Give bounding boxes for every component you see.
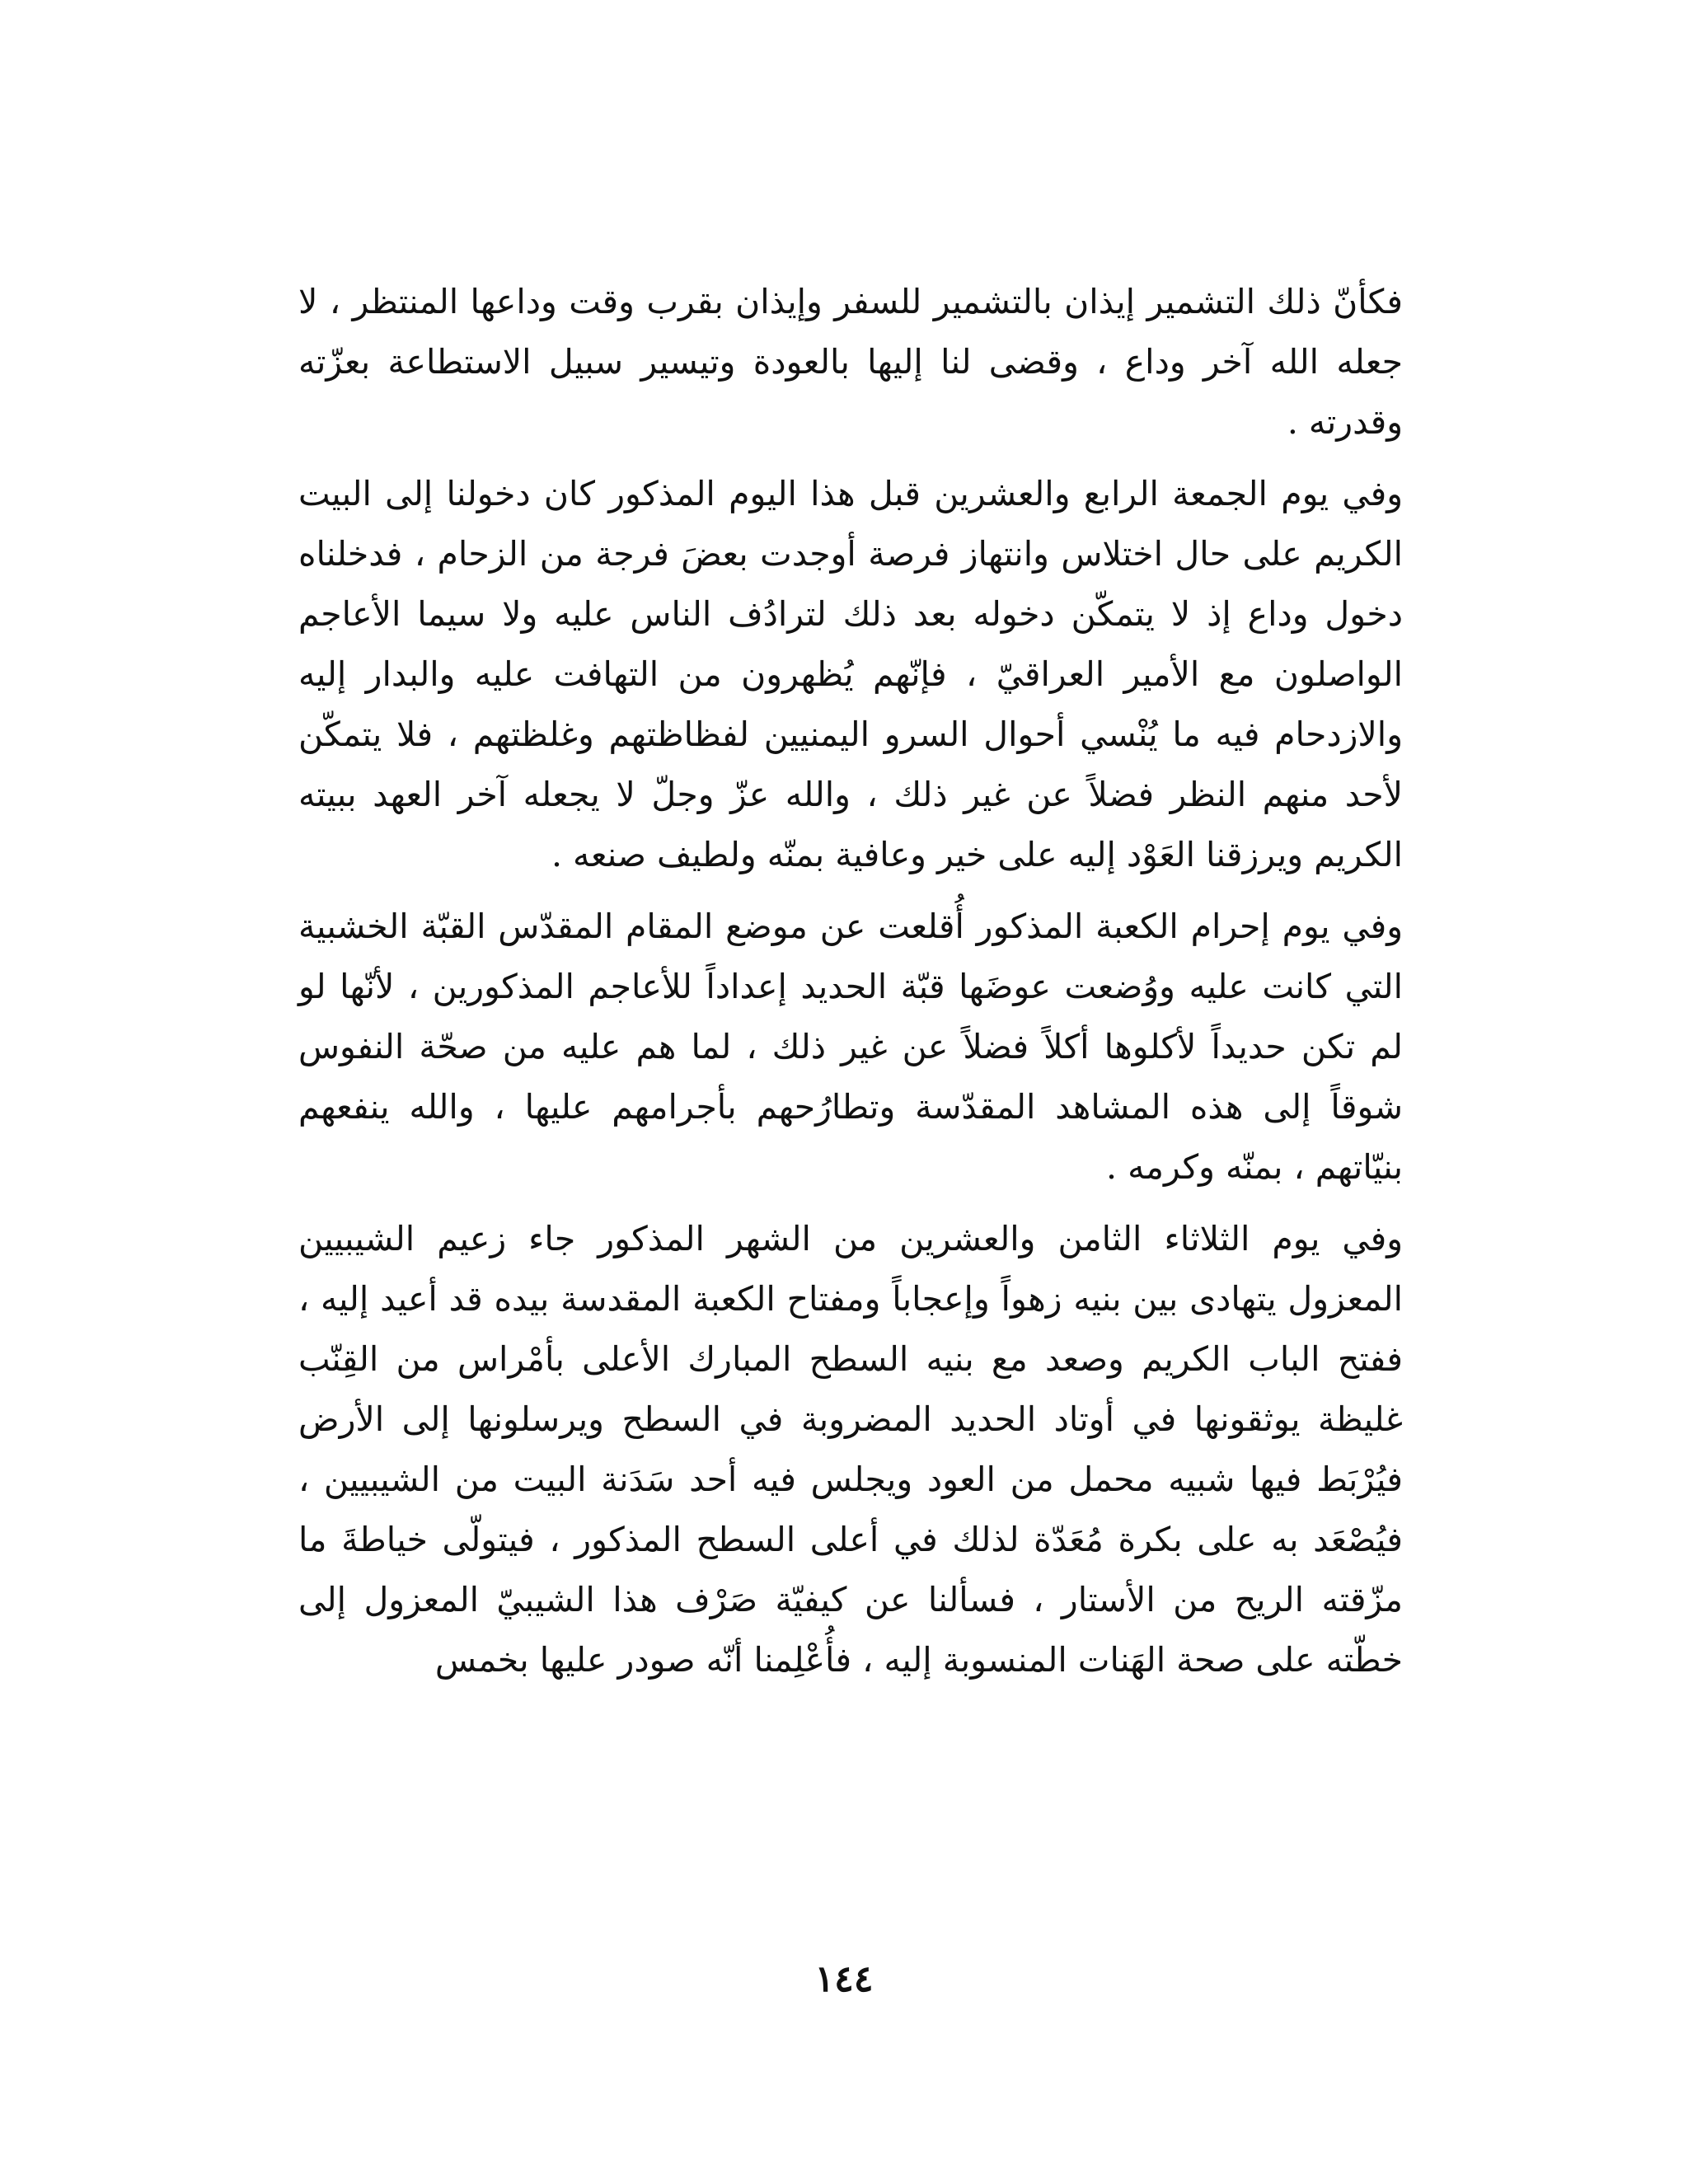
paragraph-2: وفي يوم الجمعة الرابع والعشرين قبل هذا اليوم المذكور كان دخولنا إلى البيت الكريم على حال اختلاس وانتهاز فرصة أوجدت بعضَ فرجة من الزحام ، فدخلناه دخول وداع إذ لا يتمكّن دخوله بعد ذلك لترادُف الناس عليه ولا سيما الأعاجم الواصلون مع الأمير العراقيّ ، فإنّهم يُظهرون من التهافت عليه والبدار إليه والازدحام فيه ما يُنْسي أحوال السرو اليمنيين لفظاظتهم وغلظتهم ، فلا يتمكّن لأحد منهم النظر فضلاً عن غير ذلك ، والله عزّ وجلّ لا يجعله آخر العهد ببيته الكريم ويرزقنا العَوْد إليه على خير وعافية بمنّه ولطيف صنعه . bbox=[298, 474, 1403, 874]
body-text bbox=[298, 272, 1403, 1702]
page-number: ١٤٤ bbox=[814, 1958, 874, 2000]
paragraph-1: فكأنّ ذلك التشمير إيذان بالتشمير للسفر وإيذان بقرب وقت وداعها المنتظر ، لا جعله الله آخر وداع ، وقضى لنا إليها بالعودة وتيسير سبيل الاستطاعة بعزّته وقدرته . bbox=[298, 282, 1403, 442]
paragraph-3: وفي يوم إحرام الكعبة المذكور أُقلعت عن موضع المقام المقدّس القبّة الخشبية التي كانت عليه ووُضعت عوضَها قبّة الحديد إعداداً للأعاجم المذكورين ، لأنّها لو لم تكن حديداً لأكلوها أكلاً فضلاً عن غير ذلك ، لما هم عليه من صحّة النفوس شوقاً إلى هذه المشاهد المقدّسة وتطارُحهم بأجرامهم عليها ، والله ينفعهم بنيّاتهم ، بمنّه وكرمه . bbox=[298, 907, 1403, 1187]
paragraph-4: وفي يوم الثلاثاء الثامن والعشرين من الشهر المذكور جاء زعيم الشيبيين المعزول يتهادى بين بنيه زهواً وإعجاباً ومفتاح الكعبة المقدسة بيده قد أعيد إليه ، ففتح الباب الكريم وصعد مع بنيه السطح المبارك الأعلى بأمْراس من القِنّب غليظة يوثقونها في أوتاد الحديد المضروبة في السطح ويرسلونها إلى الأرض فيُرْبَط فيها شبيه محمل من العود ويجلس فيه أحد سَدَنة البيت من الشيبيين ، فيُصْعَد به على بكرة مُعَدّة لذلك في أعلى السطح المذكور ، فيتولّى خياطةَ ما مزّقته الريح من الأستار ، فسألنا عن كيفيّة صَرْف هذا الشيبيّ المعزول إلى خطّته على صحة الهَنات المنسوبة إليه ، فأُعْلِمنا أنّه صودر عليها بخمس bbox=[298, 1219, 1403, 1680]
